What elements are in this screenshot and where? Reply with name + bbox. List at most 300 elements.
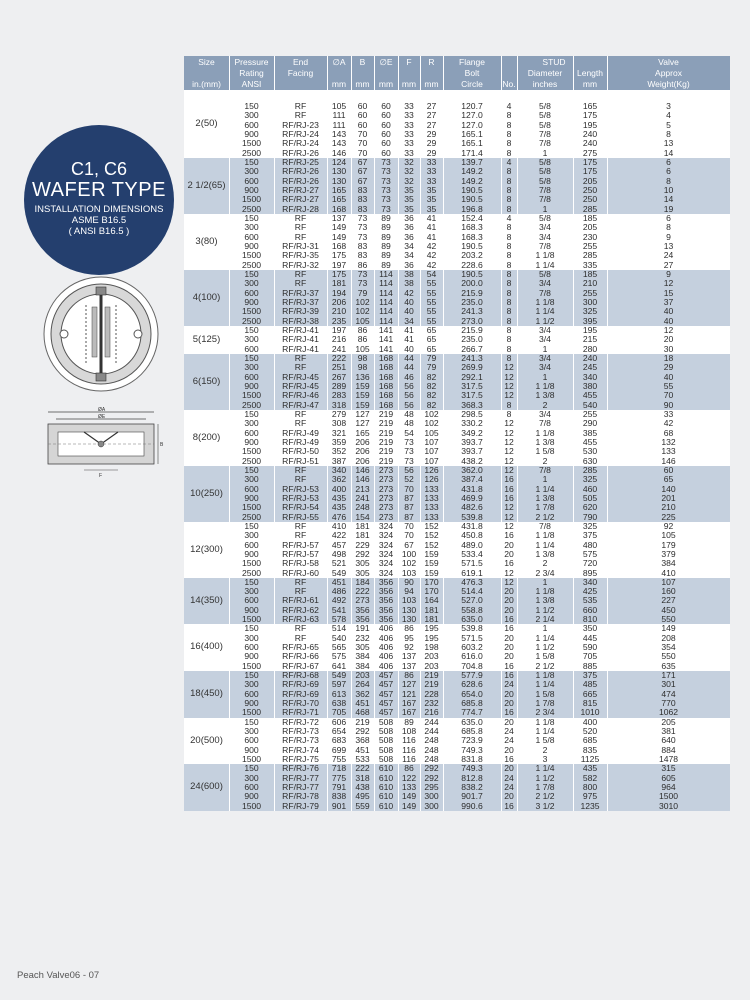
table-cell: 12 [504,427,514,438]
size-label: 20(500) [190,734,223,746]
table-cell: 168 [378,390,394,401]
table-cell: 406 [378,651,394,662]
table-row [184,298,730,307]
header-cell: Bolt [464,68,480,78]
table-cell: 150 [244,352,259,363]
table-cell: 219 [378,455,394,466]
table-cell: 56 [404,390,414,401]
table-cell: 114 [379,278,393,289]
table-cell: 665 [582,688,598,699]
table-cell: 168 [378,399,394,410]
table-cell: 8 [506,259,512,270]
table-cell: 279 [331,408,347,419]
header-cell: R [428,57,435,67]
table-cell: 228.6 [461,259,483,270]
table-cell: 838 [331,791,347,802]
table-cell: 1125 [580,754,600,765]
table-cell: 273 [378,464,394,475]
table-cell: 16 [504,800,514,811]
table-cell: RF/RJ-31 [282,240,319,251]
table-cell: 457 [378,670,394,681]
table-cell: 159 [355,390,370,401]
column-divider [517,56,518,811]
table-cell: RF/RJ-28 [282,203,319,214]
table-cell: 2500 [241,455,262,466]
table-cell: RF/RJ-41 [282,343,319,354]
table-cell: 79 [426,362,437,373]
table-cell: 40 [663,306,674,317]
table-cell: 895 [582,567,598,578]
table-cell: 33 [404,138,414,149]
size-label: 16(400) [190,641,223,653]
table-cell: 774.7 [461,707,483,718]
table-cell: 2 1/2 [535,511,555,522]
table-cell: 1500 [658,791,679,802]
table-cell: 8 [506,231,512,242]
table-cell: 206 [355,436,370,447]
table-row [184,783,730,792]
table-cell: RF/RJ-24 [282,138,319,149]
table-cell: 89 [404,716,414,727]
table-cell: 900 [244,436,259,447]
table-cell: 73 [381,203,391,214]
table-cell: 89 [381,250,391,261]
table-cell: 300 [582,296,598,307]
table-row [184,736,730,745]
table-cell: 14 [663,147,674,158]
table-cell: RF/RJ-38 [282,315,319,326]
table-cell: 191 [355,623,370,634]
table-cell: 114 [379,315,393,326]
table-row [184,652,730,661]
table-cell: RF/RJ-67 [282,660,319,671]
table-cell: 540 [582,399,598,410]
table-cell: 577.9 [461,670,483,681]
table-cell: 216 [424,707,439,718]
column-divider [351,56,352,811]
table-row [184,708,730,717]
table-cell: 549 [331,670,347,681]
table-cell: 1 1/8 [535,670,555,681]
table-cell: 335 [582,259,598,270]
product-badge [24,125,174,275]
table-cell: 791 [331,782,347,793]
table-cell: 55 [663,380,674,391]
table-cell: 600 [244,427,259,438]
table-cell: 1 1/4 [535,259,555,270]
table-cell: 1 1/4 [535,539,555,550]
table-cell: 1 1/4 [535,632,555,643]
table-row [184,531,730,540]
table-cell: 318 [331,399,347,410]
table-cell: 600 [244,539,259,550]
table-cell: 200.0 [461,278,483,289]
table-cell: 273 [378,483,394,494]
table-cell: 300 [244,679,259,690]
table-cell: 137 [401,651,417,662]
table-cell: RF/RJ-77 [282,782,319,793]
table-cell: 83 [357,184,368,195]
table-cell: 600 [244,287,259,298]
table-cell: 222 [331,352,347,363]
table-cell: 168.3 [461,222,483,233]
table-cell: 150 [244,464,259,475]
table-cell: 2 1/4 [535,614,555,625]
table-row [184,317,730,326]
table-cell: 67 [357,156,368,167]
table-cell: 5/8 [539,156,551,167]
table-cell: 455 [582,436,598,447]
table-row [184,541,730,550]
table-cell: 8 [506,119,512,130]
table-cell: 885 [582,660,598,671]
table-cell: 535 [582,595,598,606]
table-row [184,569,730,578]
column-divider [501,56,502,811]
table-cell: 130 [331,166,347,177]
table-cell: 203 [355,670,370,681]
table-cell: 86 [357,324,368,335]
table-cell: RF/RJ-73 [282,726,319,737]
table-cell: 1 [542,203,548,214]
table-cell: 55 [426,287,437,298]
table-row [184,764,730,773]
table-cell: 900 [244,296,259,307]
table-cell: 300 [244,726,259,737]
table-cell: 321 [331,427,347,438]
table-cell: 550 [661,614,676,625]
table-cell: 7/8 [539,240,551,251]
table-cell: 3/4 [539,222,551,233]
table-cell: 32 [404,175,414,186]
table-cell: RF [294,268,307,279]
table-cell: 168 [331,240,347,251]
table-cell: 181 [424,604,439,615]
table-cell: 7/8 [539,464,551,475]
table-cell: 400 [331,483,347,494]
table-cell: 356 [378,595,394,606]
table-cell: RF/RJ-39 [282,306,319,317]
badge-model: C1, C6 [70,159,128,179]
table-row [184,559,730,568]
table-cell: 267 [331,371,347,382]
table-cell: 219 [378,408,394,419]
table-cell: 480 [582,539,598,550]
table-cell: 73 [357,212,368,223]
table-cell: 206 [355,455,370,466]
table-cell: 285 [582,464,598,475]
table-cell: 300 [424,800,439,811]
table-cell: 141 [378,343,394,354]
table-cell: 489.0 [461,539,483,550]
table-cell: 255 [582,240,598,251]
table-cell: 248 [424,754,439,765]
table-cell: 24 [504,782,514,793]
table-cell: 168.3 [461,231,483,242]
table-cell: RF/RJ-74 [282,744,319,755]
table-row [184,680,730,689]
table-cell: 330.2 [461,418,483,429]
table-cell: 527.0 [461,595,483,606]
table-cell: 248 [424,735,439,746]
table-cell: 216 [331,334,347,345]
table-cell: 60 [381,138,391,149]
table-cell: 73 [404,446,414,457]
table-row [184,251,730,260]
table-cell: 103 [401,595,417,606]
table-row [184,186,730,195]
table-cell: 16 [504,754,514,765]
table-cell: 1 1/4 [535,483,555,494]
table-cell: 121 [401,688,417,699]
table-cell: 3/4 [539,362,551,373]
table-cell: 305 [355,567,370,578]
table-cell: 368.3 [461,399,483,410]
table-cell: 181 [355,520,370,531]
table-cell: 406 [378,623,394,634]
table-cell: 8 [506,138,512,149]
table-cell: 654.0 [461,688,483,699]
table-cell: 350 [582,623,598,634]
table-cell: 317.5 [461,390,483,401]
table-cell: 600 [244,371,259,382]
column-divider [443,56,444,811]
table-cell: 219 [424,670,439,681]
table-cell: 241 [355,492,370,503]
table-cell: RF/RJ-53 [282,483,319,494]
table-cell: 65 [426,334,437,345]
table-cell: 324 [378,520,394,531]
table-cell: 127 [401,679,417,690]
table-cell: RF/RJ-77 [282,772,319,783]
table-cell: 210 [661,502,676,513]
table-cell: 790 [582,511,598,522]
table-cell: 149 [401,791,417,802]
table-cell: 184 [355,576,370,587]
table-cell: 485 [582,679,598,690]
table-cell: 210 [331,306,347,317]
table-cell: 514 [331,623,347,634]
table-cell: 558.8 [461,604,483,615]
table-cell: 20 [504,642,514,653]
table-row [184,671,730,680]
table-cell: 79 [426,352,437,363]
valve-front-view-drawing [26,275,176,393]
table-cell: 143 [331,138,347,149]
table-cell: 219 [378,427,394,438]
table-cell: 54 [404,427,414,438]
table-cell: 8 [506,110,512,121]
table-cell: 20 [504,539,514,550]
table-cell: 86 [357,334,368,345]
table-cell: 492 [331,595,347,606]
table-cell: 8 [506,240,512,251]
header-cell: Approx [655,68,682,78]
table-cell: 275 [582,147,598,158]
table-cell: 229 [355,539,370,550]
table-cell: 24 [504,726,514,737]
table-cell: 235 [331,315,347,326]
table-cell: 2500 [241,511,262,522]
size-label: 6(150) [192,375,221,387]
table-cell: 300 [244,632,259,643]
table-cell: 1 3/8 [535,436,555,447]
table-cell: 559 [355,800,370,811]
header-cell: Pressure [234,57,269,67]
table-cell: 457 [378,707,394,718]
table-cell: 107 [424,446,439,457]
table-row [184,513,730,522]
table-cell: 800 [582,782,598,793]
table-cell: 116 [402,754,416,765]
table-cell: 5/8 [539,175,551,186]
table-cell: 240 [582,352,598,363]
size-label: 2(50) [195,118,218,129]
table-cell: 455 [582,390,598,401]
table-cell: 273 [378,474,394,485]
table-cell: 1 3/8 [535,548,555,559]
table-cell: 356 [378,614,394,625]
table-cell: 70 [357,128,368,139]
table-cell: RF/RJ-71 [282,707,319,718]
table-cell: 60 [381,101,391,111]
table-cell: 1500 [241,194,262,205]
table-cell: 130 [401,614,417,625]
header-cell: Valve [658,57,679,67]
table-cell: 457 [378,679,394,690]
table-cell: 181 [331,278,347,289]
table-cell: 60 [381,110,391,121]
table-cell: 40 [663,371,674,382]
table-cell: RF/RJ-69 [282,688,319,699]
table-cell: 1 [542,623,548,634]
table-cell: 24 [504,679,514,690]
table-cell: RF/RJ-45 [282,380,319,391]
table-row [184,410,730,419]
table-cell: 8 [506,343,512,354]
table-cell: 20 [504,548,514,559]
table-cell: 539.8 [461,623,483,634]
table-cell: RF [294,231,307,242]
table-cell: 308 [331,418,347,429]
table-cell: 219 [378,418,394,429]
table-cell: 8 [666,175,671,186]
table-cell: 431.8 [461,520,483,531]
table-cell: 285 [582,250,598,261]
table-cell: 20 [504,651,514,662]
table-cell: 34 [404,315,414,326]
table-cell: 24 [663,250,674,261]
table-cell: 250 [582,194,598,205]
table-cell: 20 [504,698,514,709]
table-cell: 206 [355,446,370,457]
badge-standard: ASME B16.5 [71,215,127,226]
table-cell: 300 [244,166,259,177]
table-cell: 324 [378,530,394,541]
table-cell: 300 [244,772,259,783]
table-cell: 12 [504,520,514,531]
table-row [184,139,730,148]
table-cell: 1 1/8 [535,380,555,391]
table-cell: 65 [663,474,674,485]
table-cell: 171 [661,670,676,681]
table-cell: 127 [355,418,370,429]
table-cell: 36 [404,259,414,270]
table-row [184,690,730,699]
table-cell: 8 [506,408,512,419]
table-cell: 130 [331,175,347,186]
table-cell: 723.9 [461,735,483,746]
table-cell: 94 [404,586,414,597]
table-cell: 248 [424,744,439,755]
table-cell: RF/RJ-27 [282,184,319,195]
table-cell: 195 [582,324,598,335]
header-cell: mm [331,79,347,89]
table-cell: 133 [424,483,439,494]
table-cell: 9 [666,268,671,279]
table-cell: 831.8 [461,754,483,765]
table-cell: 175 [582,110,598,121]
header-cell: ANSI [241,79,262,89]
table-cell: 82 [426,399,437,410]
table-cell: 269.9 [461,362,483,373]
size-label: 5(125) [192,333,221,345]
table-cell: 4 [506,101,512,111]
table-cell: 685.8 [461,726,483,737]
table-cell: 86 [404,623,414,634]
table-cell: 89 [381,212,391,223]
table-cell: 215.9 [461,324,483,335]
table-cell: 300 [424,791,439,802]
table-cell: RF [294,212,307,223]
table-cell: 73 [357,268,368,279]
table-cell: 438 [355,782,370,793]
header-cell: No. [502,79,516,89]
table-cell: 590 [582,642,598,653]
table-cell: 755 [331,754,347,765]
table-cell: RF/RJ-51 [282,455,319,466]
table-cell: RF/RJ-73 [282,735,319,746]
table-cell: 116 [402,735,416,746]
table-cell: 359 [331,436,347,447]
table-row [184,447,730,456]
table-row [184,755,730,764]
table-row [184,270,730,279]
dim-label-b: B [160,442,164,448]
table-cell: RF/RJ-35 [282,250,319,261]
table-cell: 240 [582,128,598,139]
table-cell: 2500 [241,399,262,410]
table-cell: 635.0 [461,716,483,727]
table-cell: 1 [542,371,548,382]
table-cell: 7/8 [539,287,551,298]
table-cell: 56 [404,464,414,475]
table-cell: 290 [582,418,598,429]
table-cell: 29 [426,147,437,158]
table-cell: 410 [661,567,676,578]
table-cell: 70 [357,138,368,149]
table-cell: 20 [504,791,514,802]
table-cell: 168 [378,371,394,382]
table-cell: 451 [331,576,347,587]
table-cell: 12 [504,464,514,475]
table-cell: 1 7/8 [535,782,555,793]
table-cell: 356 [378,604,394,615]
table-cell: 165.1 [461,128,483,139]
table-cell: 52 [404,474,414,485]
table-cell: 203 [424,651,439,662]
header-cell: ∅A [332,57,346,67]
